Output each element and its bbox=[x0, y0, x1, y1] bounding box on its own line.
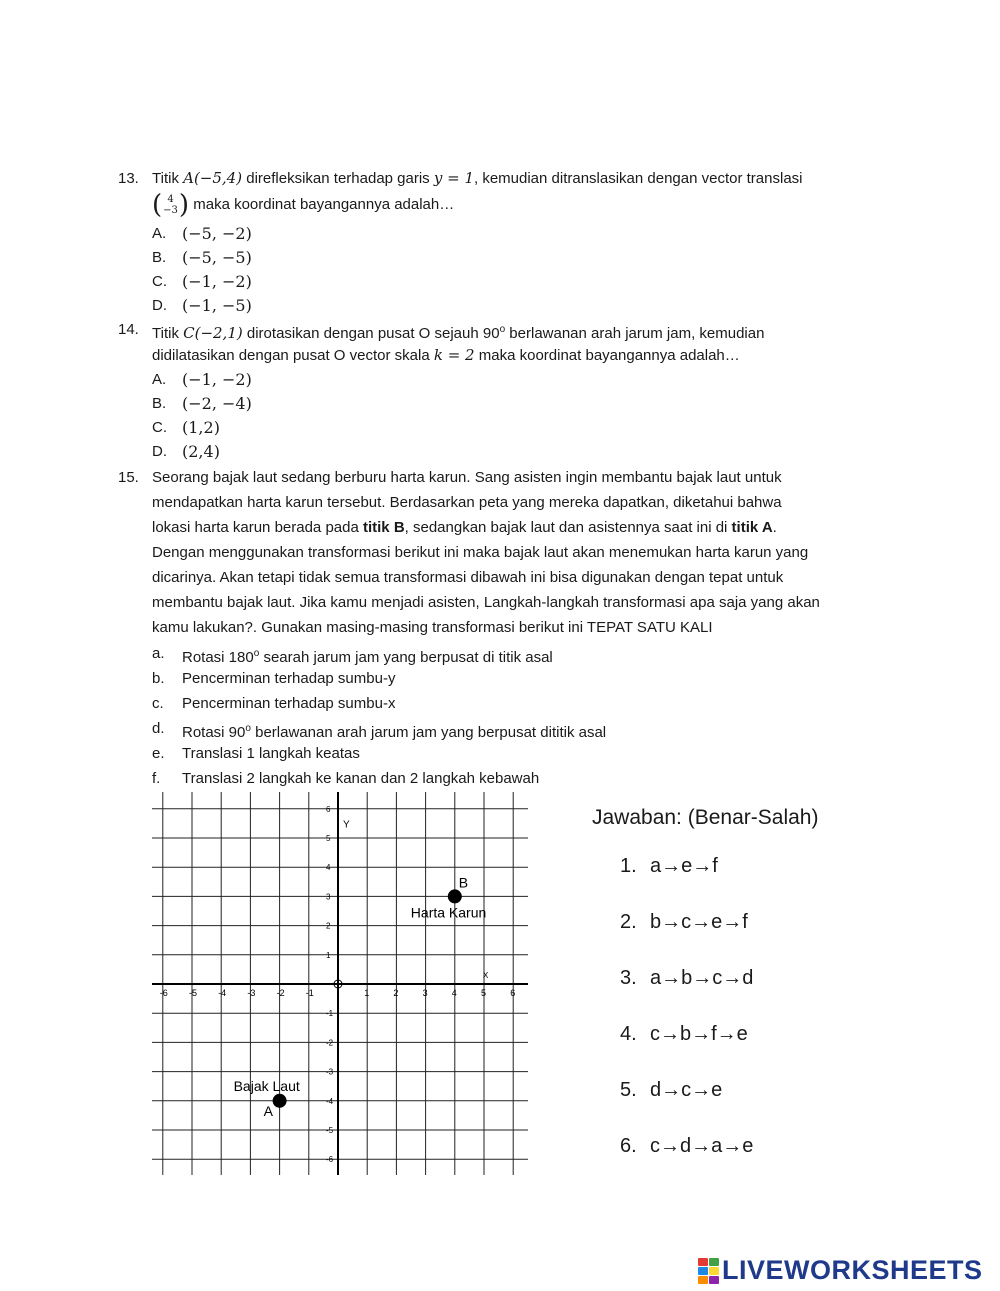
logo-text: LIVEWORKSHEETS bbox=[722, 1255, 983, 1285]
x-tick-label: -1 bbox=[305, 988, 314, 998]
q13-line-eq: y = 1 bbox=[433, 169, 474, 187]
q15-item-letter: c. bbox=[152, 695, 164, 712]
q15-item-text: Rotasi 180$^o$ searah jarum jam yang berpusat di titik asal bbox=[182, 648, 553, 666]
y-tick-label: -3 bbox=[326, 1067, 334, 1077]
answer-option-4[interactable]: 4. c→b→f→e bbox=[620, 1023, 748, 1045]
q14-text-c: berlawanan arah jarum jam, kemudian bbox=[505, 325, 765, 342]
answer-option-3[interactable]: 3. a→b→c→d bbox=[620, 967, 754, 989]
q14-line2 bbox=[152, 343, 740, 368]
y-axis-label: Y bbox=[343, 819, 350, 831]
x-tick-label: 5 bbox=[481, 988, 487, 998]
x-tick-label: 4 bbox=[451, 988, 457, 998]
logo-icon bbox=[698, 1258, 719, 1284]
q15-item-text: Pencerminan terhadap sumbu-x bbox=[182, 695, 396, 712]
y-tick-label: -4 bbox=[326, 1096, 334, 1106]
q14-line1 bbox=[152, 317, 764, 346]
q13-vec-bottom: −3 bbox=[163, 205, 178, 217]
x-tick-label: 2 bbox=[393, 988, 399, 998]
q14-number: 14. bbox=[118, 321, 139, 338]
liveworksheets-logo[interactable] bbox=[698, 1255, 983, 1286]
x-tick-label: -2 bbox=[276, 988, 285, 998]
y-tick-label: -5 bbox=[326, 1126, 334, 1135]
q14-option-value: (1,2) bbox=[182, 418, 220, 437]
answer-option-1[interactable]: 1. a→e→f bbox=[620, 855, 718, 877]
answer-option-2[interactable]: 2. b→c→e→f bbox=[620, 911, 748, 933]
q13-option-letter: A. bbox=[152, 225, 167, 242]
x-tick-label: 6 bbox=[510, 988, 516, 998]
point-b-caption: Harta Karun bbox=[410, 904, 487, 921]
y-tick-label: 4 bbox=[326, 863, 331, 873]
q14-option-letter: B. bbox=[152, 395, 167, 412]
q14-option-letter: D. bbox=[152, 443, 167, 460]
point-b-label: B bbox=[458, 874, 469, 891]
point-a-caption: Bajak Laut bbox=[233, 1077, 300, 1094]
q15-item-letter: a. bbox=[152, 645, 165, 662]
q15-titik-a: titik A bbox=[731, 519, 773, 536]
q15-titik-b: titik B bbox=[362, 519, 405, 536]
q13-text-a: Titik bbox=[152, 170, 184, 187]
q13-line2 bbox=[152, 190, 455, 221]
q13-point: A(−5,4) bbox=[183, 169, 243, 187]
x-tick-label: 3 bbox=[422, 988, 428, 998]
q13-option-value: (−1, −5) bbox=[182, 296, 252, 315]
q13-number: 13. bbox=[118, 170, 139, 187]
q15-item-text: Pencerminan terhadap sumbu-y bbox=[182, 670, 396, 687]
y-tick-label: 3 bbox=[326, 892, 331, 902]
x-tick-label: -3 bbox=[247, 988, 256, 998]
y-tick-label: 6 bbox=[326, 804, 331, 814]
q15-line7: kamu lakukan?. Gunakan masing-masing transformasi berikut ini TEPAT SATU KALI bbox=[152, 619, 713, 636]
q13-option-value: (−1, −2) bbox=[182, 272, 252, 291]
answer-option-5[interactable]: 5. d→c→e bbox=[620, 1079, 723, 1101]
x-axis-label: X bbox=[483, 971, 489, 980]
x-tick-label: -5 bbox=[189, 988, 198, 998]
q13-option-letter: C. bbox=[152, 273, 167, 290]
q15-number: 15. bbox=[118, 469, 139, 486]
q14-text-e: maka koordinat bayangannya adalah… bbox=[474, 347, 740, 364]
q15-item-letter: f. bbox=[152, 770, 161, 787]
q15-line2: mendapatkan harta karun tersebut. Berdasarkan peta yang mereka dapatkan, diketahui bahwa bbox=[152, 494, 782, 511]
q13-option-value: (−5, −2) bbox=[182, 224, 252, 243]
q15-item-text: Rotasi 90$^o$ berlawanan arah jarum jam yang berpusat dititik asal bbox=[182, 723, 607, 741]
q13-text-c: , kemudian ditranslasikan dengan vector translasi bbox=[473, 170, 803, 187]
q13-text-b: direfleksikan terhadap garis bbox=[242, 170, 434, 187]
y-tick-label: -6 bbox=[326, 1155, 334, 1165]
q15-item-text: Translasi 1 langkah keatas bbox=[182, 745, 360, 762]
q15-item-letter: e. bbox=[152, 745, 165, 762]
q15-item-text: Translasi 2 langkah ke kanan dan 2 langkah kebawah bbox=[182, 770, 540, 787]
point-b-marker bbox=[448, 889, 462, 903]
y-tick-label: 1 bbox=[326, 950, 331, 960]
answers-title: Jawaban: (Benar-Salah) bbox=[592, 806, 819, 829]
point-a-label: A bbox=[263, 1102, 273, 1119]
q15-l3c: , sedangkan bajak laut dan asistennya saat ini di bbox=[404, 519, 732, 536]
y-tick-label: 2 bbox=[326, 921, 331, 931]
q15-item-letter: d. bbox=[152, 720, 165, 737]
q14-point: C(−2,1) bbox=[183, 324, 243, 342]
q14-text-b: dirotasikan dengan pusat O sejauh 90 bbox=[242, 325, 500, 342]
q15-line1: Seorang bajak laut sedang berburu harta karun. Sang asisten ingin membantu bajak laut untuk bbox=[152, 469, 782, 486]
coordinate-grid bbox=[140, 790, 540, 1180]
q13-option-letter: D. bbox=[152, 297, 167, 314]
q14-option-letter: A. bbox=[152, 371, 167, 388]
q15-item-letter: b. bbox=[152, 670, 165, 687]
q14-text-a: Titik bbox=[152, 325, 184, 342]
y-tick-label: -2 bbox=[326, 1038, 334, 1048]
q13-option-letter: B. bbox=[152, 249, 167, 266]
q13-vec-top: 4 bbox=[167, 194, 174, 206]
q15-l3a: lokasi harta karun berada pada bbox=[152, 519, 363, 536]
x-tick-label: -4 bbox=[218, 988, 227, 998]
q14-option-letter: C. bbox=[152, 419, 167, 436]
y-tick-label: 5 bbox=[326, 834, 331, 843]
q14-text-d: didilatasikan dengan pusat O vector skala bbox=[152, 347, 434, 364]
x-tick-label: 1 bbox=[364, 988, 370, 998]
point-a-marker bbox=[273, 1094, 287, 1108]
q13-line1 bbox=[152, 166, 803, 191]
q15-line6: membantu bajak laut. Jika kamu menjadi asisten, Langkah-langkah transformasi apa saja yang akan bbox=[152, 594, 820, 611]
q15-line5: dicarinya. Akan tetapi tidak semua transformasi dibawah ini bisa digunakan dengan tepat untuk bbox=[152, 569, 784, 586]
y-tick-label: -1 bbox=[326, 1009, 334, 1019]
q14-option-value: (2,4) bbox=[182, 442, 220, 461]
q14-scale: k = 2 bbox=[433, 346, 475, 364]
q14-option-value: (−1, −2) bbox=[182, 370, 252, 389]
q13-option-value: (−5, −5) bbox=[182, 248, 252, 267]
x-tick-label: -6 bbox=[159, 988, 168, 998]
q15-line4: Dengan menggunakan transformasi berikut ini maka bajak laut akan menemukan harta karun yang bbox=[152, 544, 809, 561]
q15-line3 bbox=[152, 515, 777, 540]
q13-text-d: maka koordinat bayangannya adalah… bbox=[189, 196, 455, 213]
q14-option-value: (−2, −4) bbox=[182, 394, 252, 413]
q15-l3e: . bbox=[772, 519, 777, 536]
q13-translation-vector: ( 4 −3 ) bbox=[152, 190, 190, 221]
answer-option-6[interactable]: 6. c→d→a→e bbox=[620, 1135, 754, 1157]
q14-degree: o bbox=[499, 324, 506, 335]
